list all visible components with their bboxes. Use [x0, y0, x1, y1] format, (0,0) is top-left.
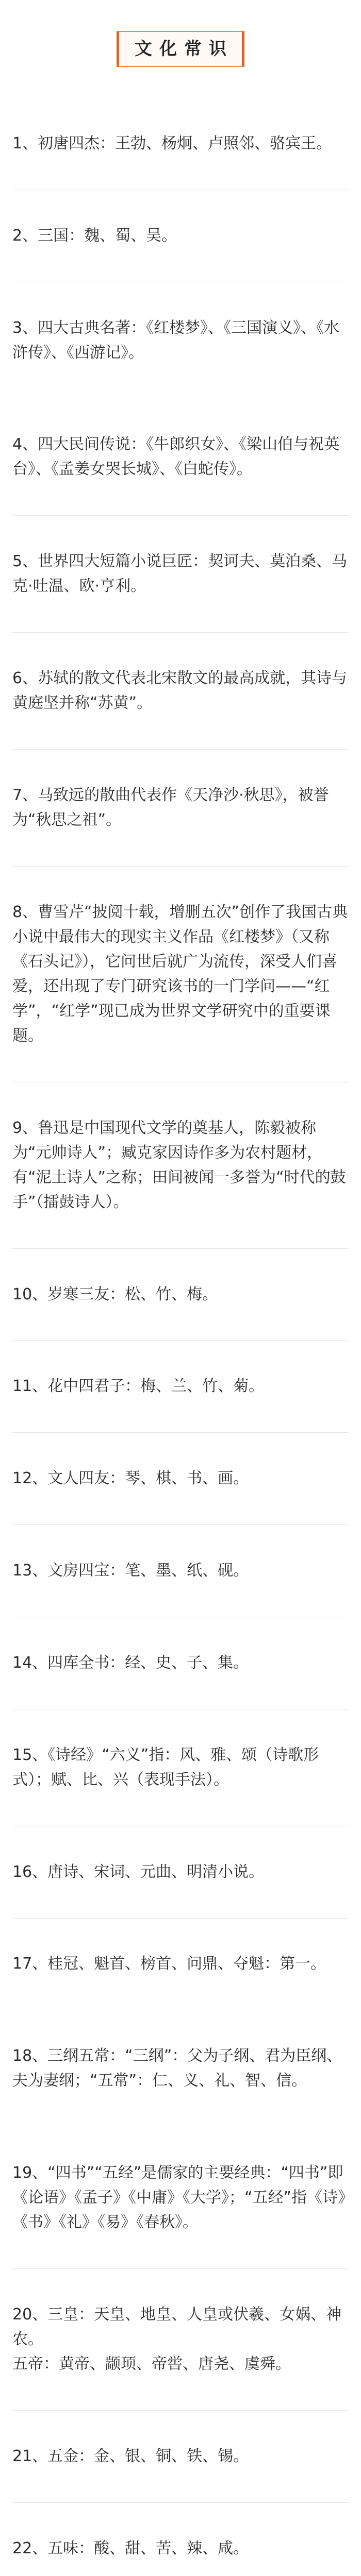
- item-text: 17、桂冠、魁首、榜首、问鼎、夺魁：第一。: [12, 1955, 326, 1973]
- item-3: [12, 282, 349, 399]
- item-14: [12, 1617, 349, 1709]
- item-21: [12, 2410, 349, 2502]
- item-16: [12, 1826, 349, 1918]
- item-text: 4、四大民间传说：《牛郎织女》、《梁山伯与祝英台》、《孟姜女哭长城》、《白蛇传》。: [12, 435, 340, 479]
- item-text: 22、五味：酸、甜、苦、辣、咸。: [12, 2539, 249, 2557]
- knowledge-list: [0, 98, 361, 2576]
- item-17: [12, 1918, 349, 2010]
- item-1: [12, 98, 349, 190]
- item-text: 11、花中四君子：梅、兰、竹、菊。: [12, 1377, 265, 1396]
- item-9: [12, 1082, 349, 1248]
- item-text: 8、曹雪芹“披阅十载，增删五次”创作了我国古典小说中最伟大的现实主义作品《红楼梦》（又称《石头记》），它问世后就广为流传，深受人们喜爱，还出现了专门研究该书的一门学问——“红学”，“红学”现已成为世界文学研究中的重要课题。: [12, 903, 348, 1045]
- item-text: 19、“四书”“五经”是儒家的主要经典：“四书”即《论语》《孟子》《中庸》《大学》；“五经”指《诗》《书》《礼》《易》《春秋》。: [12, 2164, 346, 2232]
- item-15: [12, 1709, 349, 1826]
- item-text: 3、四大古典名著：《红楼梦》、《三国演义》、《水浒传》、《西游记》。: [12, 318, 340, 362]
- item-text: 7、马致远的散曲代表作《天净沙·秋思》，被誉为“秋思之祖”。: [12, 786, 329, 829]
- item-10: [12, 1248, 349, 1341]
- item-text: 21、五金：金、银、铜、铁、锡。: [12, 2447, 249, 2465]
- item-text: 13、文房四宝：笔、墨、纸、砚。: [12, 1562, 249, 1580]
- item-text: 6、苏轼的散文代表北宋散文的最高成就，其诗与黄庭坚并称“苏黄”。: [12, 669, 348, 713]
- item-text: 20、三皇：天皇、地皇、人皇或伏羲、女娲、神农。: [12, 2305, 342, 2348]
- item-text-continued: 五帝：黄帝、颛顼、帝喾、唐尧、虞舜。: [12, 2354, 291, 2373]
- item-4: [12, 399, 349, 516]
- item-8: [12, 866, 349, 1082]
- item-22: [12, 2502, 349, 2576]
- item-20: [12, 2268, 349, 2410]
- item-13: [12, 1524, 349, 1617]
- page-title: 文化常识: [135, 39, 234, 59]
- item-text: 18、三纲五常：“三纲”：父为子纲、君为臣纲、夫为妻纲；“五常”：仁、义、礼、智、信。: [12, 2047, 342, 2090]
- item-text: 15、《诗经》“六义”指：风、雅、颂（诗歌形式）；赋、比、兴（表现手法）。: [12, 1745, 319, 1789]
- item-5: [12, 515, 349, 632]
- item-text: 9、鲁迅是中国现代文学的奠基人，陈毅被称为“元帅诗人”；臧克家因诗作多为农村题材，有“泥土诗人”之称；田间被闻一多誉为“时代的鼓手”（擂鼓诗人）。: [12, 1118, 346, 1211]
- item-text: 10、岁寒三友：松、竹、梅。: [12, 1285, 218, 1303]
- item-11: [12, 1340, 349, 1432]
- item-2: [12, 190, 349, 282]
- item-text: 16、唐诗、宋词、元曲、明清小说。: [12, 1862, 265, 1881]
- item-text: 2、三国：魏、蜀、吴。: [12, 226, 177, 245]
- item-18: [12, 2010, 349, 2127]
- item-text: 12、文人四友：琴、棋、书、画。: [12, 1469, 249, 1488]
- title-frame: [117, 31, 244, 67]
- item-text: 1、初唐四杰：王勃、杨炯、卢照邻、骆宾王。: [12, 134, 332, 152]
- item-6: [12, 632, 349, 749]
- item-text: 5、世界四大短篇小说巨匠：契诃夫、莫泊桑、马克·吐温、欧·亨利。: [12, 552, 348, 596]
- item-7: [12, 749, 349, 866]
- article-header: [0, 0, 361, 98]
- item-text: 14、四库全书：经、史、子、集。: [12, 1653, 249, 1672]
- item-19: [12, 2127, 349, 2268]
- item-12: [12, 1432, 349, 1524]
